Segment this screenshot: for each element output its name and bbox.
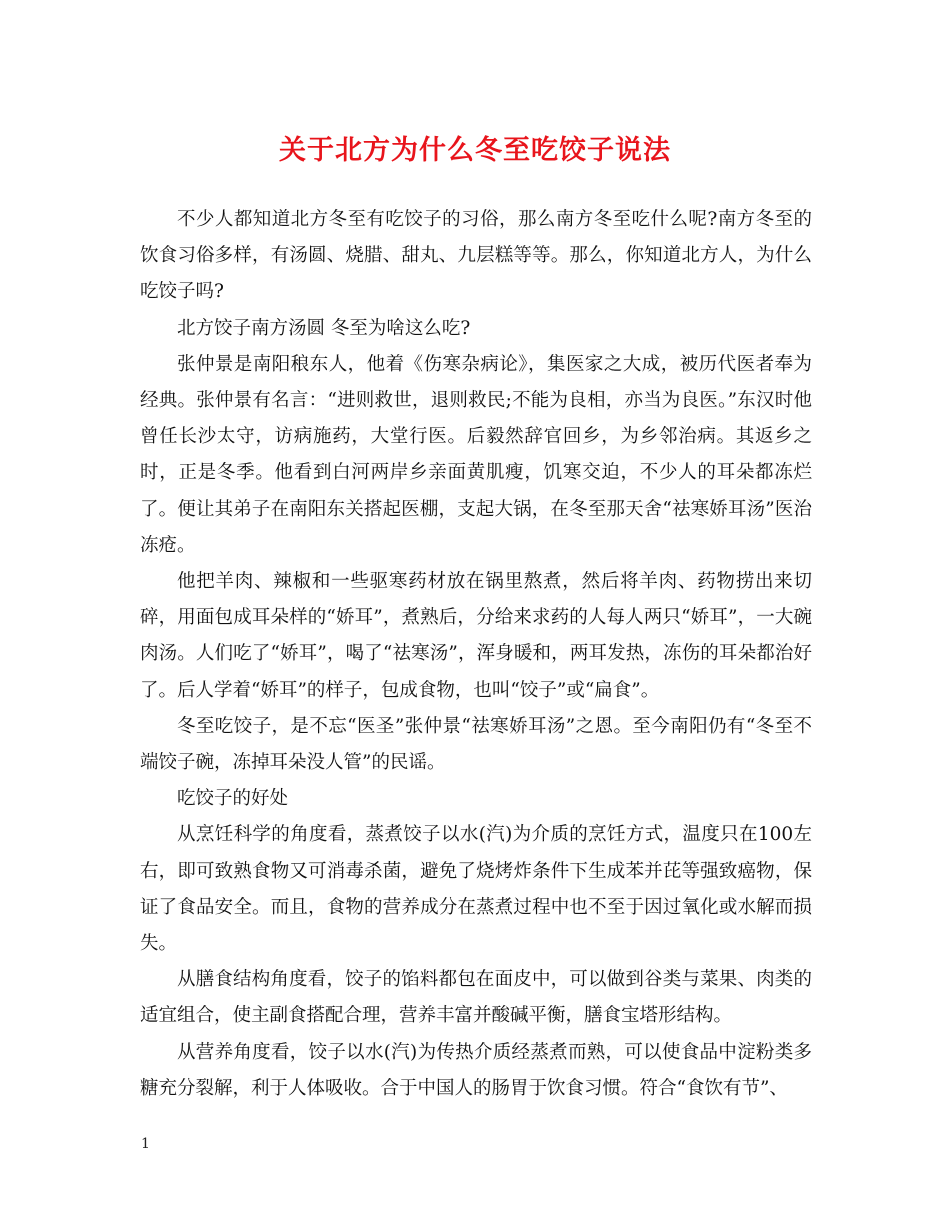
document-title: 关于北方为什么冬至吃饺子说法: [279, 135, 671, 166]
paragraph-diet-structure: 从膳食结构角度看，饺子的馅料都包在面皮中，可以做到谷类与菜果、肉类的适宜组合，使主副食搭配合理，营养丰富并酸碱平衡，膳食宝塔形结构。: [140, 969, 812, 1027]
paragraph-zhang-zhongjing: 张仲景是南阳稂东人，他着《伤寒杂病论》，集医家之大成，被历代医者奉为经典。张仲景有名言：“进则救世，退则救民;不能为良相，亦当为良医。”东汉时他曾任长沙太守，访病施药，大堂行医。后毅然辞官回乡，为乡邻治病。其返乡之时，正是冬季。他看到白河两岸乡亲面黄肌瘦，饥寒交迫，不少人的耳朵都冻烂了。便让其弟子在南阳东关搭起医棚，支起大锅，在冬至那天舍“祛寒娇耳汤”医治冻疮。: [140, 353, 812, 556]
paragraph-folk-rhyme: 冬至吃饺子，是不忘“医圣”张仲景“祛寒娇耳汤”之恩。至今南阳仍有“冬至不端饺子碗，冻掉耳朵没人管”的民谣。: [140, 715, 812, 774]
paragraph-nutrition: 从营养角度看，饺子以水(汽)为传热介质经蒸煮而熟，可以使食品中淀粉类多糖充分裂解，利于人体吸收。合于中国人的肠胃于饮食习惯。符合“食饮有节”、: [140, 1041, 812, 1099]
paragraph-cooking-science: 从烹饪科学的角度看，蒸煮饺子以水(汽)为介质的烹饪方式，温度只在100左右，即可致熟食物又可消毒杀菌，避免了烧烤炸条件下生成苯并芘等强致癌物，保证了食品安全。而且，食物的营养成分在蒸煮过程中也不至于因过氧化或水解而损失。: [140, 824, 812, 955]
page-number: 1: [141, 1136, 150, 1152]
paragraph-subheading-benefits: 吃饺子的好处: [177, 788, 289, 810]
document-body: [140, 202, 812, 1107]
paragraph-subheading-north-south: 北方饺子南方汤圆 冬至为啥这么吃?: [177, 317, 471, 339]
paragraph-intro: 不少人都知道北方冬至有吃饺子的习俗，那么南方冬至吃什么呢?南方冬至的饮食习俗多样，有汤圆、烧腊、甜丸、九层糕等等。那么，你知道北方人，为什么吃饺子吗?: [140, 209, 812, 303]
paragraph-jiaoer-origin: 他把羊肉、辣椒和一些驱寒药材放在锅里熬煮，然后将羊肉、药物捞出来切碎，用面包成耳朵样的“娇耳”，煮熟后，分给来求药的人每人两只“娇耳”，一大碗肉汤。人们吃了“娇耳”，喝了“祛寒汤”，浑身暖和，两耳发热，冻伤的耳朵都治好了。后人学着“娇耳”的样子，包成食物，也叫“饺子”或“扁食”。: [140, 571, 812, 701]
